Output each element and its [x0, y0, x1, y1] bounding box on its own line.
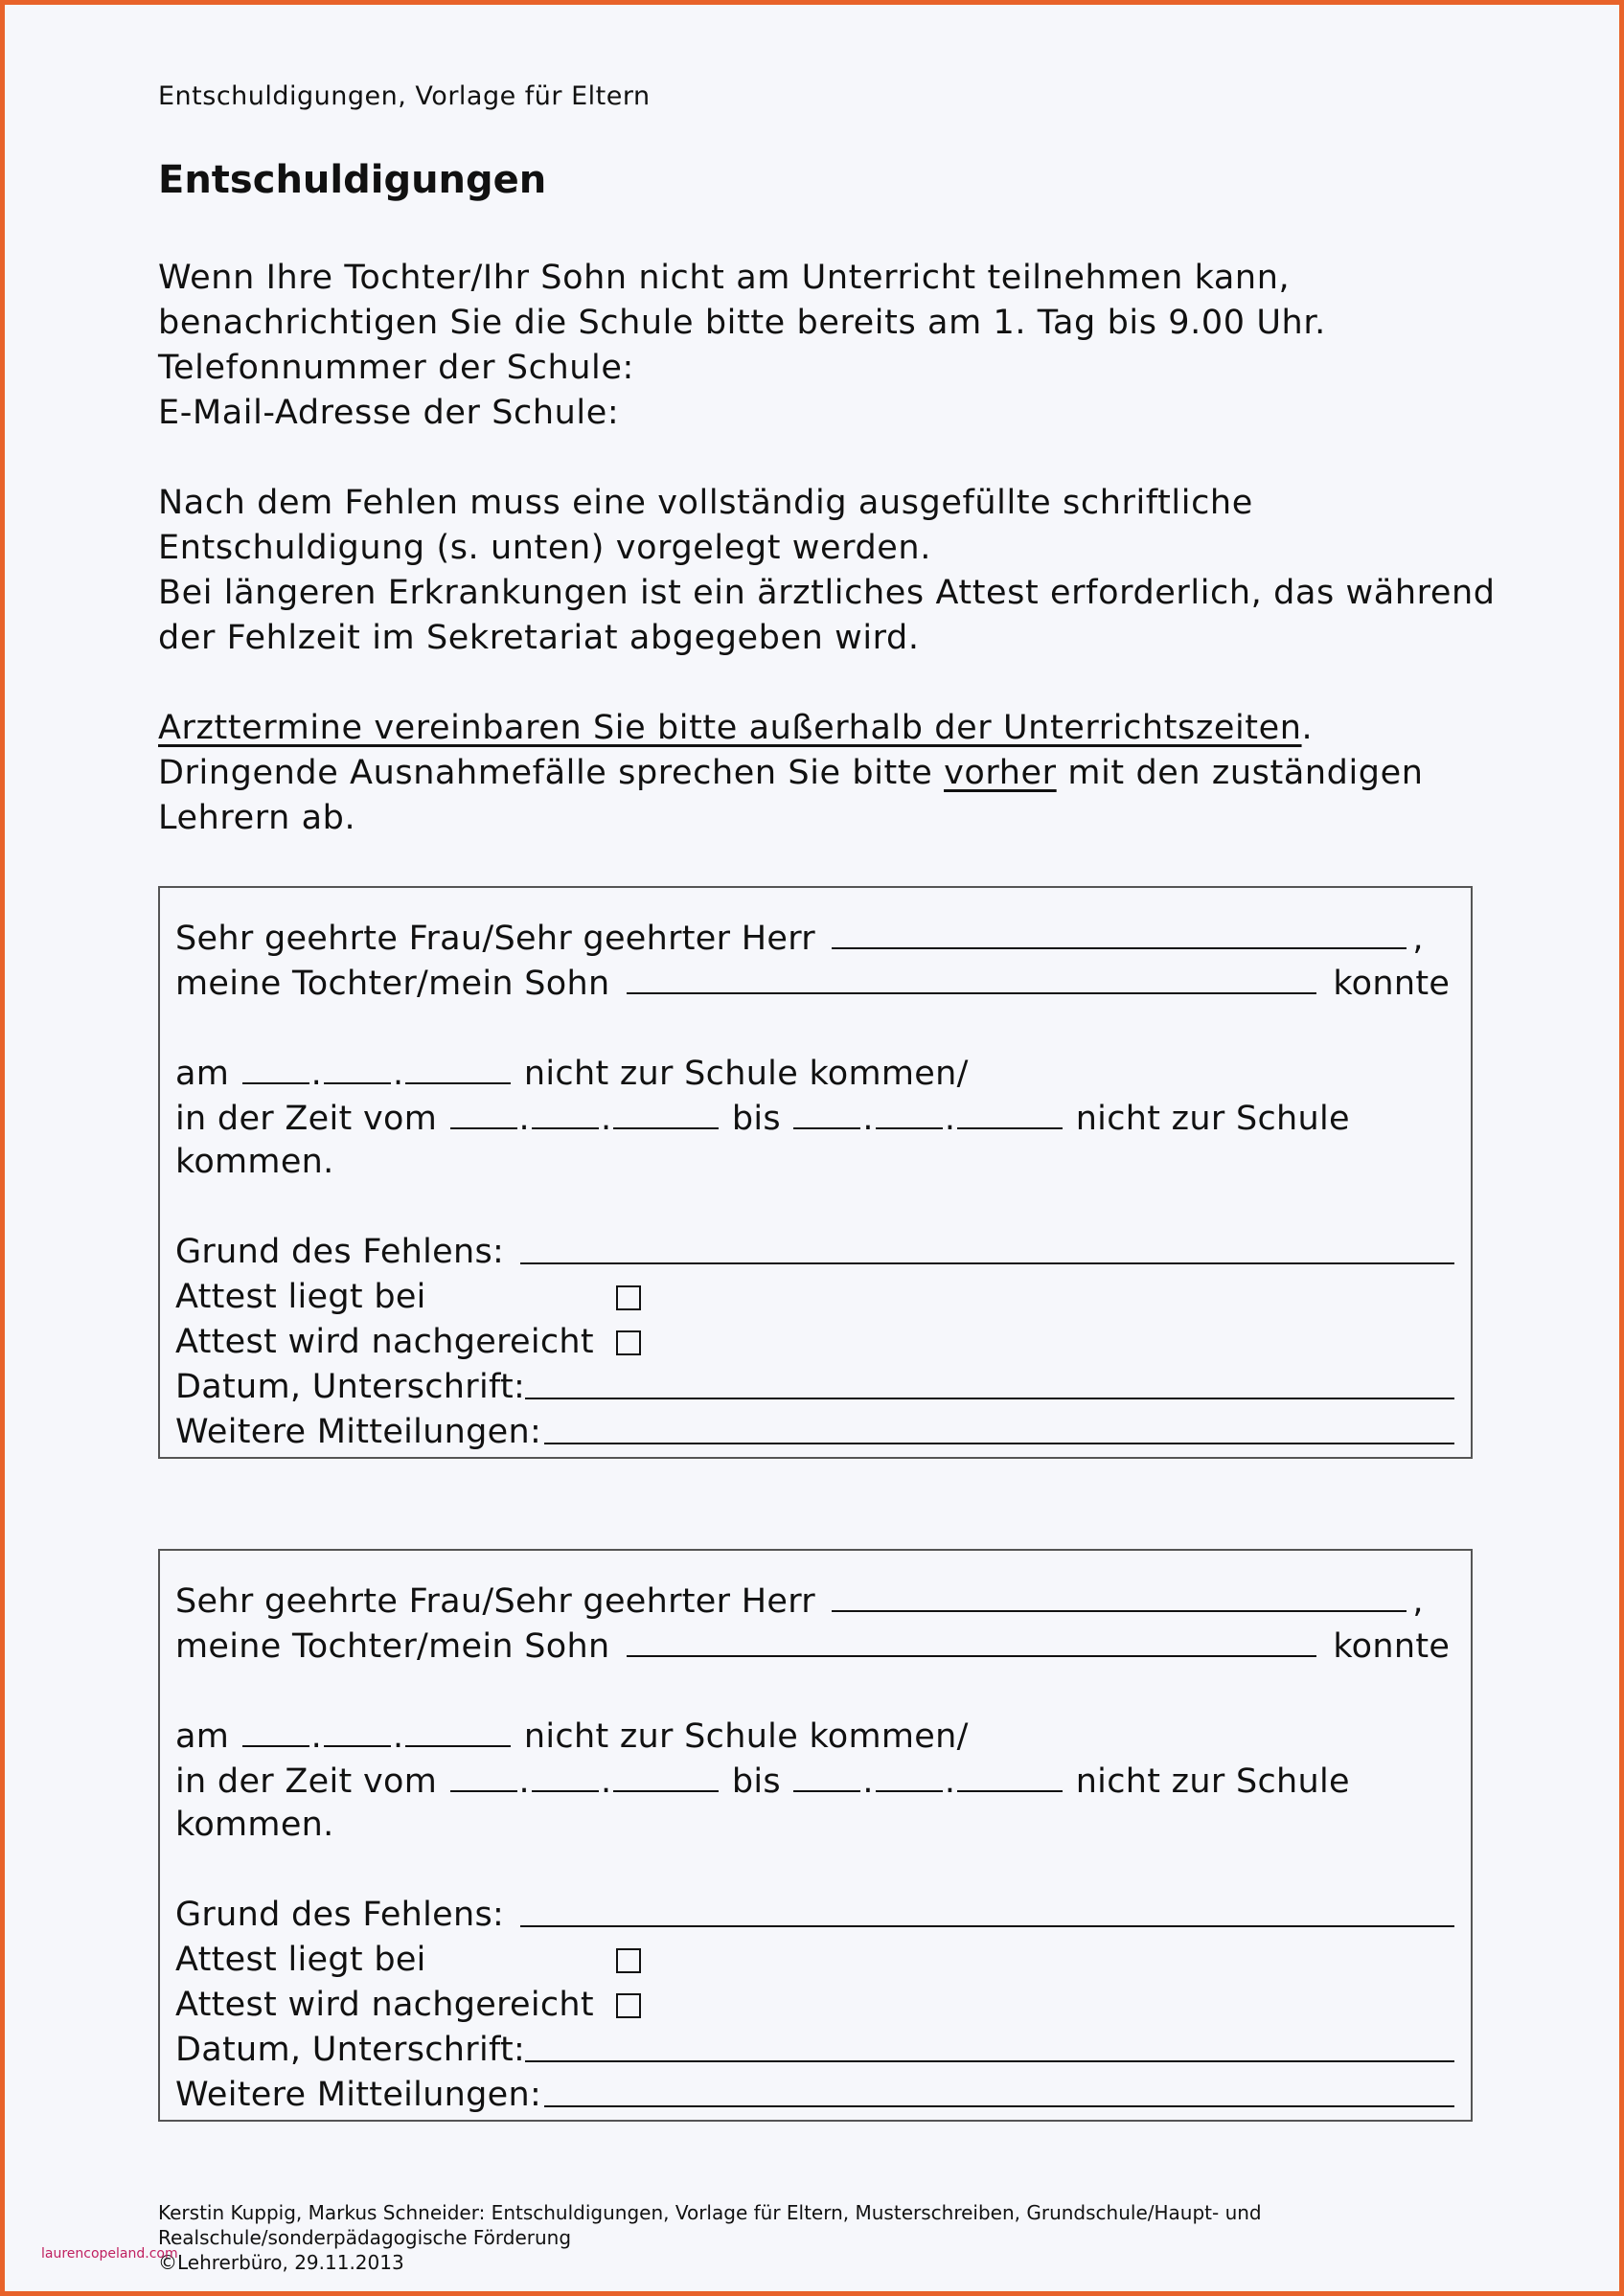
month-field[interactable] — [324, 1050, 391, 1084]
from-day-field[interactable] — [450, 1095, 517, 1129]
more-info-field[interactable] — [544, 2073, 1454, 2107]
from-year-field[interactable] — [613, 1758, 719, 1792]
child-row: meine Tochter/mein Sohn konnte — [175, 960, 1471, 1005]
attest-later-checkbox[interactable] — [616, 1330, 641, 1355]
period-row: in der Zeit vom . . bis . . nicht zur Schule — [175, 1758, 1471, 1803]
date-sign-row: Datum, Unterschrift: — [175, 1365, 1471, 1410]
child-name-field[interactable] — [627, 1623, 1316, 1657]
intro-paragraph-2: Nach dem Fehlen muss eine vollständig ausgefüllte schriftliche Entschuldigung (s. unten) vorgelegt werden. Bei längeren Erkrankungen ist ein ärztliches Attest erforderlich, das während der Fehlzeit im Sekretariat abgegeben wird. — [158, 484, 1496, 657]
attest-later-checkbox[interactable] — [616, 1993, 641, 2018]
intro-paragraph-3: Arzttermine vereinbaren Sie bitte außerhalb der Unterrichtszeiten. Dringende Ausnahmefälle sprechen Sie bitte vorher mit den zuständigen Lehrern ab. — [158, 709, 1424, 837]
day-field[interactable] — [242, 1713, 309, 1747]
attest-present-row: Attest liegt bei — [175, 1938, 1471, 1983]
attest-later-row: Attest wird nachgereicht — [175, 1983, 1471, 2028]
watermark: laurencopeland.com — [41, 2246, 178, 2262]
page-header: Entschuldigungen, Vorlage für Eltern — [158, 81, 651, 111]
reason-row: Grund des Fehlens: — [175, 1893, 1471, 1938]
from-month-field[interactable] — [532, 1095, 599, 1129]
attest-later-row: Attest wird nachgereicht — [175, 1320, 1471, 1365]
to-month-field[interactable] — [876, 1758, 943, 1792]
from-year-field[interactable] — [613, 1095, 719, 1129]
year-field[interactable] — [405, 1050, 511, 1084]
salutation-row: Sehr geehrte Frau/Sehr geehrter Herr , — [175, 1578, 1471, 1623]
date-sign-row: Datum, Unterschrift: — [175, 2028, 1471, 2073]
excuse-form-1 — [158, 886, 1473, 1459]
from-day-field[interactable] — [450, 1758, 517, 1792]
kommen-row: kommen. — [175, 1143, 334, 1181]
recipient-name-field[interactable] — [832, 1578, 1407, 1612]
attest-present-checkbox[interactable] — [616, 1948, 641, 1973]
to-month-field[interactable] — [876, 1095, 943, 1129]
year-field[interactable] — [405, 1713, 511, 1747]
date-signature-field[interactable] — [525, 2028, 1454, 2062]
day-field[interactable] — [242, 1050, 309, 1084]
reason-field[interactable] — [520, 1893, 1454, 1927]
child-name-field[interactable] — [627, 960, 1316, 994]
to-year-field[interactable] — [957, 1095, 1063, 1129]
more-info-field[interactable] — [544, 1410, 1454, 1444]
attest-present-checkbox[interactable] — [616, 1285, 641, 1310]
reason-field[interactable] — [520, 1230, 1454, 1264]
intro-text — [158, 256, 1499, 886]
from-month-field[interactable] — [532, 1758, 599, 1792]
page-footer: Kerstin Kuppig, Markus Schneider: Entschuldigungen, Vorlage für Eltern, Musterschreiben, Grundschule/Haupt- und Realschule/sonderpädagogische Förderung ©Lehrerbüro, 29.11.2013 — [158, 2201, 1262, 2274]
page-title: Entschuldigungen — [158, 158, 547, 202]
salutation-row: Sehr geehrte Frau/Sehr geehrter Herr , — [175, 915, 1471, 960]
excuse-form-2 — [158, 1549, 1473, 2122]
single-day-row: am . . nicht zur Schule kommen/ — [175, 1713, 1471, 1758]
more-row: Weitere Mitteilungen: — [175, 2073, 1471, 2118]
recipient-name-field[interactable] — [832, 915, 1407, 949]
intro-paragraph-1: Wenn Ihre Tochter/Ihr Sohn nicht am Unterricht teilnehmen kann, benachrichtigen Sie die Schule bitte bereits am 1. Tag bis 9.00 Uhr. Telefonnummer der Schule: E-Mail-Adresse der Schule: — [158, 259, 1326, 432]
kommen-row: kommen. — [175, 1806, 334, 1844]
more-row: Weitere Mitteilungen: — [175, 1410, 1471, 1455]
child-row: meine Tochter/mein Sohn konnte — [175, 1623, 1471, 1668]
reason-row: Grund des Fehlens: — [175, 1230, 1471, 1275]
attest-present-row: Attest liegt bei — [175, 1275, 1471, 1320]
to-day-field[interactable] — [793, 1095, 860, 1129]
single-day-row: am . . nicht zur Schule kommen/ — [175, 1050, 1471, 1095]
period-row: in der Zeit vom . . bis . . nicht zur Schule — [175, 1095, 1471, 1140]
to-year-field[interactable] — [957, 1758, 1063, 1792]
date-signature-field[interactable] — [525, 1365, 1454, 1399]
month-field[interactable] — [324, 1713, 391, 1747]
to-day-field[interactable] — [793, 1758, 860, 1792]
